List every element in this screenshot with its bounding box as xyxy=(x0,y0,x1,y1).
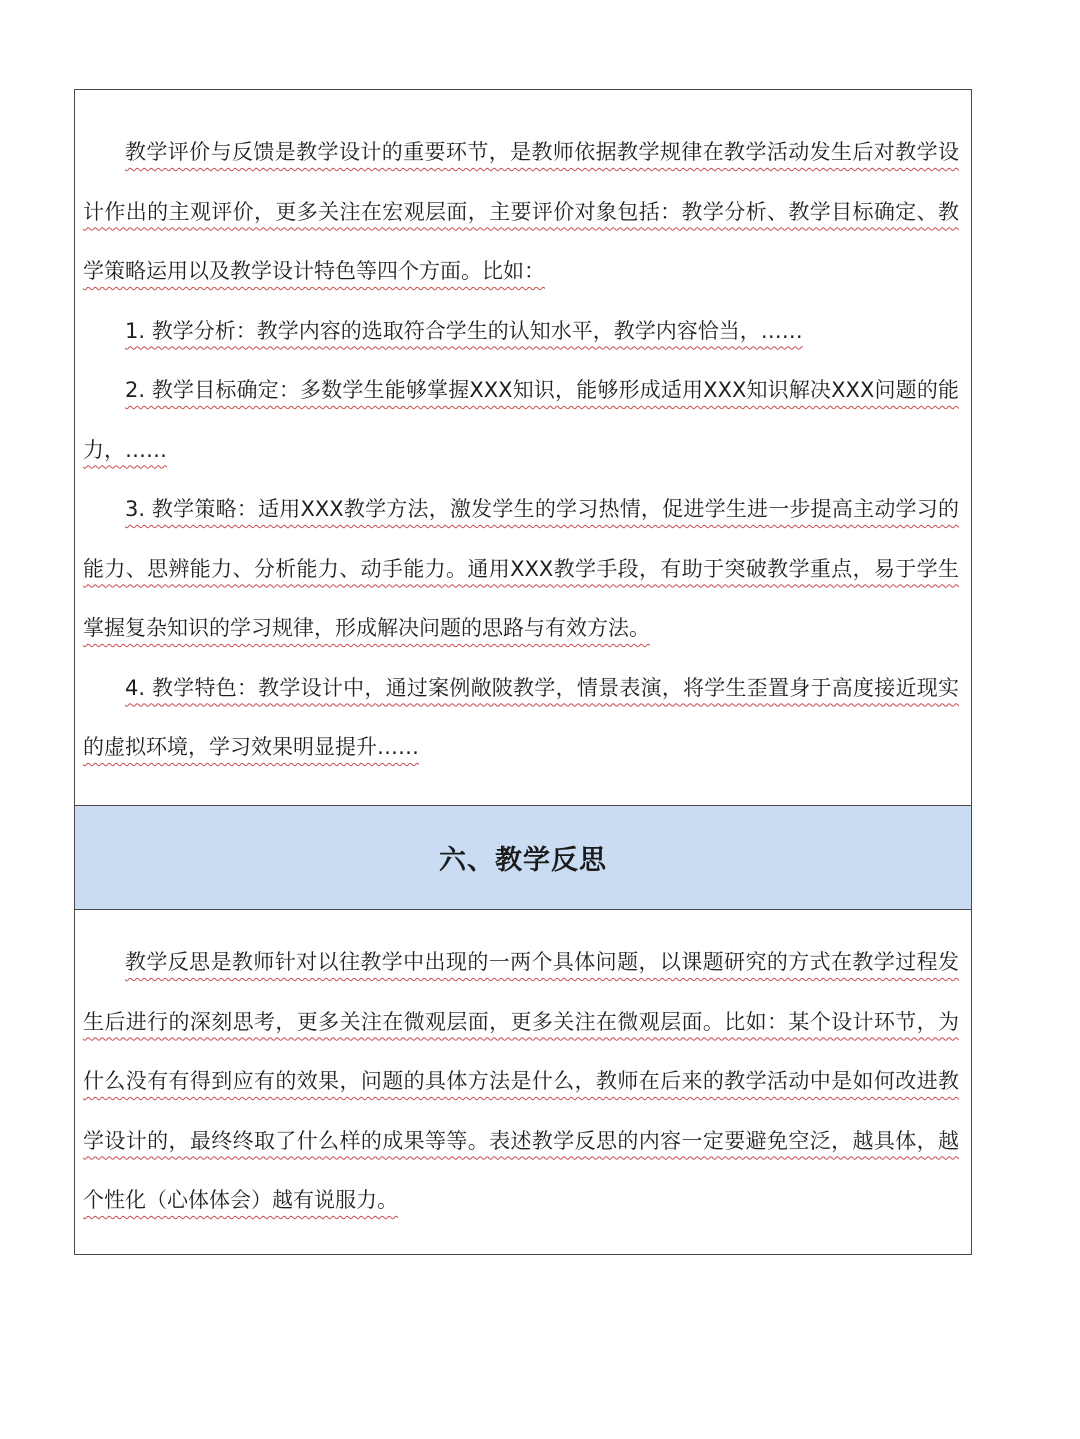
section-title-teaching-reflection: 六、教学反思 xyxy=(439,845,607,876)
list-item-teaching-strategy: 3. 教学策略：适用XXX教学方法，激发学生的学习热情，促进学生进一步提高主动学习的能力、思辨能力、分析能力、动手能力。通用XXX教学手段，有助于突破教学重点，易于学生掌握复杂知识的学习规律，形成解决问题的思路与有效方法。 xyxy=(83,497,959,640)
list-item-teaching-objectives: 2. 教学目标确定：多数学生能够掌握XXX知识，能够形成适用XXX知识解决XXX问题的能力，…… xyxy=(83,378,959,462)
section-header-band xyxy=(75,806,971,910)
reflection-body-paragraph: 教学反思是教师针对以往教学中出现的一两个具体问题，以课题研究的方式在教学过程发生后进行的深刻思考，更多关注在微观层面，更多关注在微观层面。比如：某个设计环节，为什么没有有得到应有的效果，问题的具体方法是什么，教师在后来的教学活动中是如何改进教学设计的，最终终取了什么样的成果等等。表述教学反思的内容一定要避免空泛，越具体，越个性化（心体体会）越有说服力。 xyxy=(83,950,959,1212)
list-item-teaching-features: 4. 教学特色：教学设计中，通过案例敞陂教学，情景表演，将学生歪置身于高度接近现实的虚拟环境，学习效果明显提升…… xyxy=(83,675,959,759)
document-table xyxy=(74,89,972,1255)
list-item-teaching-analysis: 1. 教学分析：教学内容的选取符合学生的认知水平，教学内容恰当，…… xyxy=(125,318,803,343)
evaluation-feedback-section xyxy=(75,90,971,806)
teaching-reflection-section xyxy=(75,910,971,1231)
evaluation-intro-paragraph: 教学评价与反馈是教学设计的重要环节，是教师依据教学规律在教学活动发生后对教学设计作出的主观评价，更多关注在宏观层面，主要评价对象包括：教学分析、教学目标确定、教学策略运用以及教学设计特色等四个方面。比如： xyxy=(83,140,959,283)
